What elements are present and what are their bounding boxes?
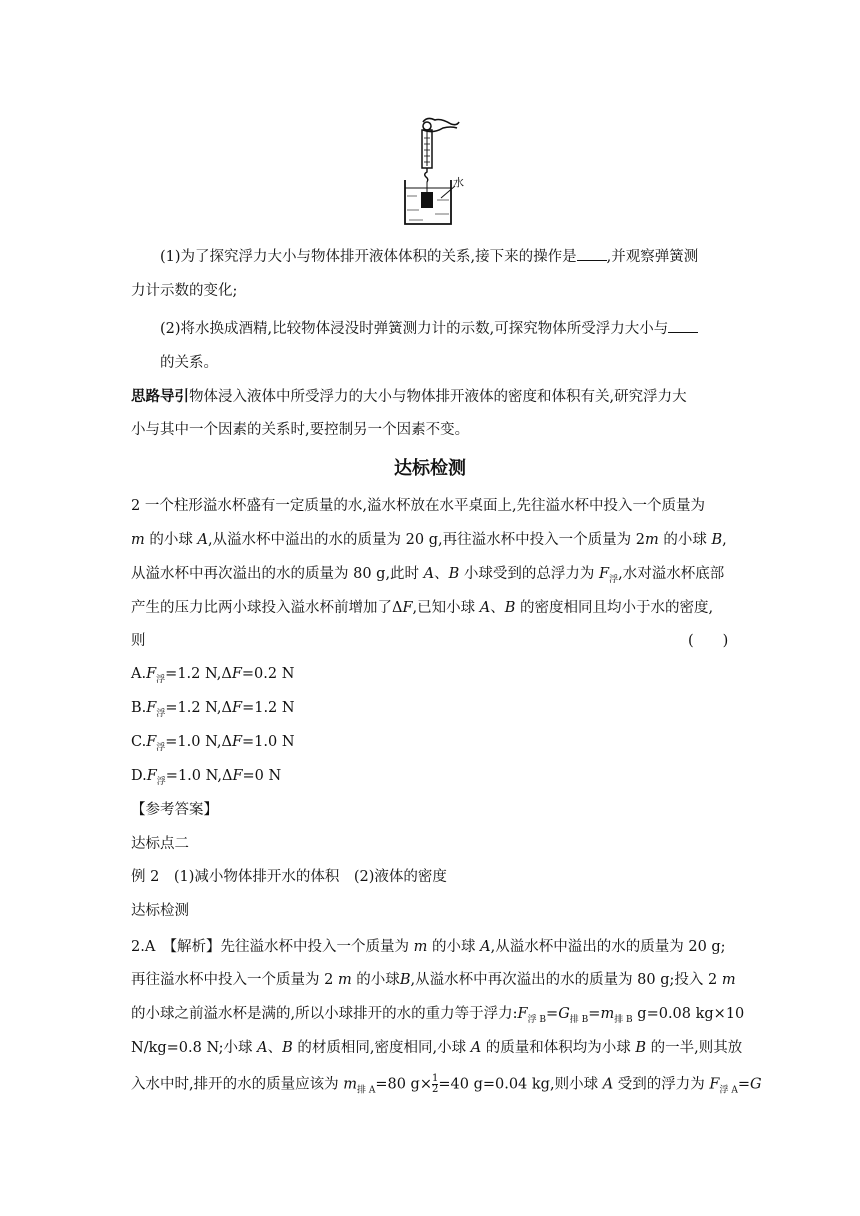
analysis-line5: 入水中时,排开的水的质量应该为 $m_{排 A}=80$ g× $\frac{1}{2}$ =40 g=0.04 kg,则小球 A 受到的浮力为 $F_{浮 A}=G$ [131,1073,762,1096]
answers-section-2: 达标检测 [131,903,189,919]
analysis-line3: 的小球之前溢水杯是满的,所以小球排开的水的重力等于浮力$:F_{浮 B}=G_{排 B}=m_{排 B}$ g=0.08 kg×10 [131,1006,745,1025]
analysis-line2: 再往溢水杯中投入一个质量为 2 m 的小球B,从溢水杯中再次溢出的水的质量为 80 g;投入 2 m [131,972,736,988]
problem2-line2: m 的小球 A,从溢水杯中溢出的水的质量为 20 g,再往溢水杯中投入一个质量为 2m 的小球 B, [131,532,727,548]
answer-paren: ( ) [688,633,729,649]
option-d: $D.F_浮=1.0$ N,ΔF=0 N [131,768,282,787]
option-c: $C.F_浮=1.0$ N,ΔF=1.0 N [131,734,295,753]
fraction-one-half: $\frac{1}{2}$ [431,1073,439,1095]
section-title: 达标检测 [394,458,466,479]
figure-water-label: 水 [453,176,464,189]
analysis-line1: 2.A 【解析】先往溢水杯中投入一个质量为 m 的小球 A,从溢水杯中溢出的水的质量为 20 g; [131,939,726,955]
guide-lead: 思路导引 [131,389,189,405]
q1-answer-blank [577,246,607,261]
problem2-line3: 从溢水杯中再次溢出的水的质量为 80 g,此时 A、B 小球受到的总浮力为 $F_浮$,水对溢水杯底部 [131,566,725,585]
guide-line2: 小与其中一个因素的关系时,要控制另一个因素不变。 [131,422,470,438]
answers-example-2: 例 2 (1)减小物体排开水的体积 (2)液体的密度 [131,869,447,885]
problem2-line4: 产生的压力比两小球投入溢水杯前增加了ΔF,已知小球 A、B 的密度相同且均小于水的密度, [131,600,714,616]
problem2-line5: 则 [131,633,146,649]
answers-header: 【参考答案】 [131,802,218,818]
answers-section-1: 达标点二 [131,836,189,852]
q2-answer-blank [668,318,698,333]
problem2-line1: 2 一个柱形溢水杯盛有一定质量的水,溢水杯放在水平桌面上,先往溢水杯中投入一个质量为 [131,498,706,514]
option-a: $A.F_浮=1.2$ N,ΔF=0.2 N [131,666,295,685]
guide-line1: 思路导引物体浸入液体中所受浮力的大小与物体排开液体的密度和体积有关,研究浮力大 [131,389,687,405]
spring-balance-diagram [393,112,473,230]
spring-balance-figure [393,112,473,230]
analysis-line4: N/kg=0.8 N;小球 A、B 的材质相同,密度相同,小球 A 的质量和体积均为小球 B 的一半,则其放 [131,1040,743,1056]
option-b: $B.F_浮=1.2$ N,ΔF=1.2 N [131,700,295,719]
q2-line2: 的关系。 [160,355,218,371]
q2-line1: (2)将水换成酒精,比较物体浸没时弹簧测力计的示数,可探究物体所受浮力大小与 [160,318,698,339]
q1-line2: 力计示数的变化; [131,283,238,299]
q1-line1: (1)为了探究浮力大小与物体排开液体体积的关系,接下来的操作是 ,并观察弹簧测 [160,246,698,267]
